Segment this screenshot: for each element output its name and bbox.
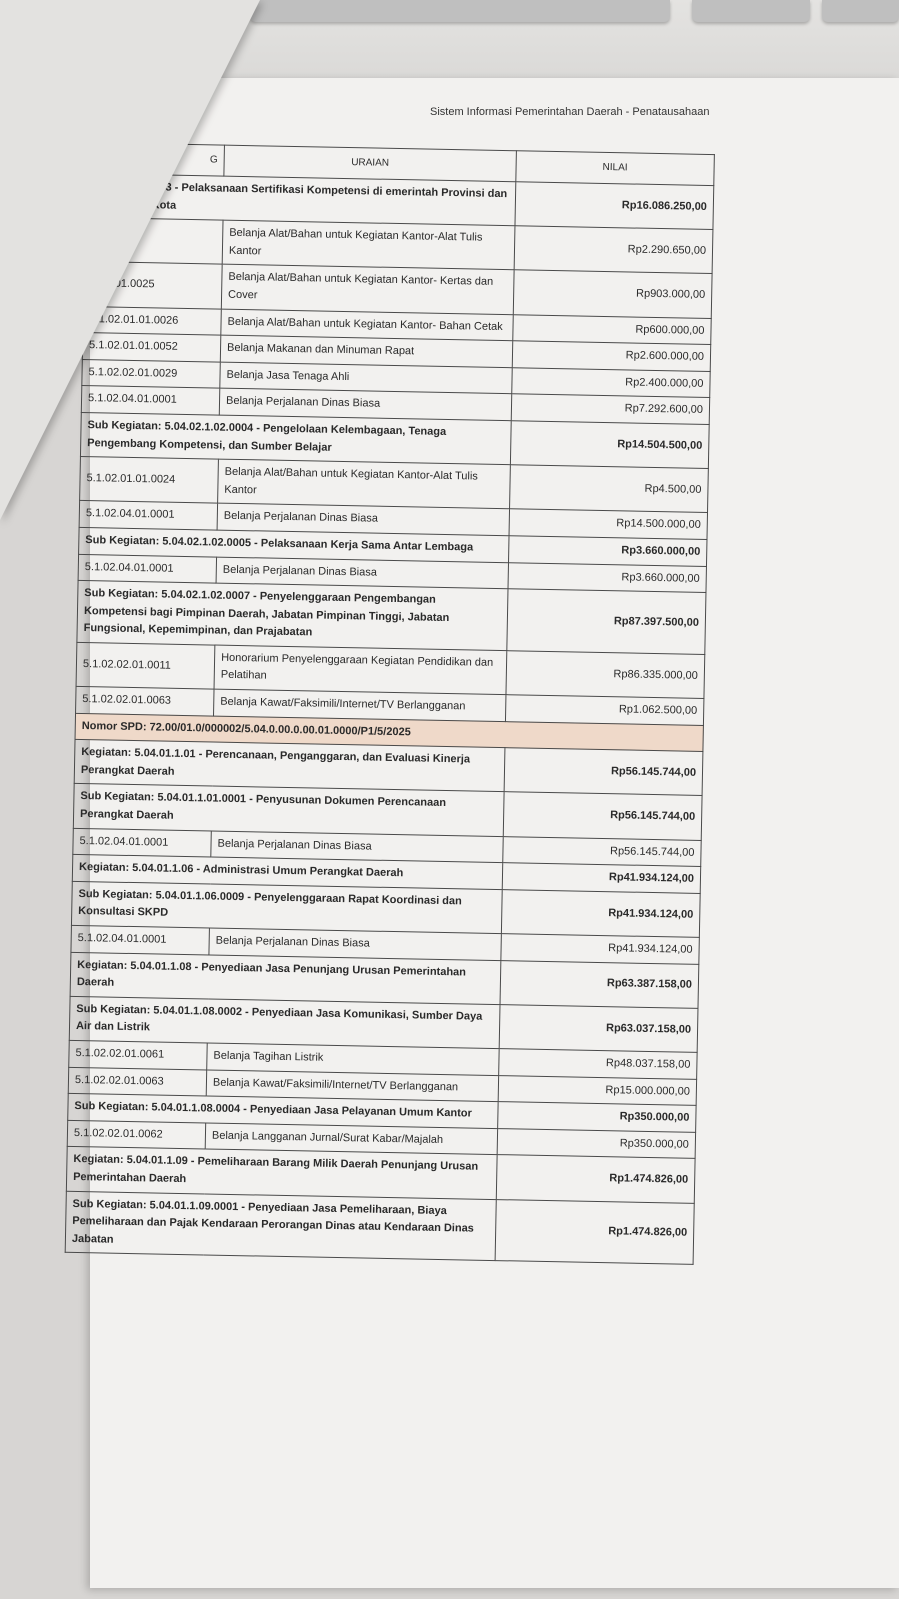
account-code: 5.1.02.04.01.0001	[78, 554, 216, 583]
item-description: Belanja Perjalanan Dinas Biasa	[216, 557, 508, 589]
item-value: Rp56.145.744,00	[503, 836, 701, 866]
group-description: Sub Kegiatan: 5.04.01.1.01.0001 - Penyusunan Dokumen Perencanaan Perangkat Daerah	[73, 784, 504, 836]
keyboard-key	[250, 0, 670, 22]
item-value: Rp2.600.000,00	[512, 341, 710, 371]
item-description: Belanja Alat/Bahan untuk Kegiatan Kantor-Alat Tulis Kantor	[218, 459, 511, 509]
group-value: Rp1.474.826,00	[495, 1199, 694, 1265]
group-description: Sub Kegiatan: 5.04.01.1.08.0002 - Penyediaan Jasa Komunikasi, Sumber Daya Air dan Listrik	[69, 996, 500, 1048]
item-description: Belanja Alat/Bahan untuk Kegiatan Kantor-Alat Tulis Kantor	[222, 220, 515, 270]
group-value: Rp1.474.826,00	[496, 1155, 695, 1203]
group-value: Rp14.504.500,00	[510, 421, 709, 469]
item-value: Rp903.000,00	[513, 270, 712, 318]
group-description: Sub Kegiatan: 5.04.01.1.08.0004 - Penyediaan Jasa Pelayanan Umum Kantor	[68, 1093, 498, 1128]
item-value: Rp350.000,00	[497, 1128, 695, 1158]
account-code: 5.1.02.01.01.0026	[83, 306, 221, 335]
item-value: Rp1.062.500,00	[505, 695, 703, 725]
group-description: Kegiatan: 5.04.01.1.06 - Administrasi Umum Perangkat Daerah	[72, 855, 502, 890]
item-description: Belanja Perjalanan Dinas Biasa	[219, 388, 511, 420]
header-uraian: URAIAN	[224, 145, 517, 182]
item-value: Rp15.000.000,00	[498, 1075, 696, 1105]
group-description: 04.02.1.02.0003 - Pelaksanaan Sertifikasi Kompetensi di emerintah Provinsi dan Kabupaten/Kota	[85, 174, 516, 226]
account-code: 5.1.02.04.01.0001	[81, 386, 219, 415]
group-value: Rp63.037.158,00	[499, 1004, 698, 1052]
group-value: Rp56.145.744,00	[504, 748, 703, 796]
account-code: 2.01.01.0025	[83, 262, 222, 309]
group-description: Sub Kegiatan: 5.04.01.1.09.0001 - Penyediaan Jasa Pemeliharaan, Biaya Pemeliharaan dan Pajak Kendaraan Perorangan Dinas atau Kendaraan Dinas Jabatan	[65, 1191, 496, 1261]
item-value: Rp3.660.000,00	[508, 562, 706, 592]
group-value: Rp16.086.250,00	[515, 182, 714, 230]
item-description: Belanja Perjalanan Dinas Biasa	[209, 928, 501, 960]
system-title: Sistem Informasi Pemerintahan Daerah - Penatausahaan	[430, 106, 710, 118]
account-code: 01.0024	[84, 218, 223, 265]
item-description: Belanja Langganan Jurnal/Surat Kabar/Majalah	[205, 1123, 497, 1155]
group-description: Kegiatan: 5.04.01.1.08 - Penyediaan Jasa Penunjang Urusan Pemerintahan Daerah	[70, 952, 501, 1004]
account-code: 5.1.02.02.01.0061	[69, 1040, 207, 1069]
group-value: Rp41.934.124,00	[501, 889, 700, 937]
group-description: Sub Kegiatan: 5.04.01.1.06.0009 - Penyelenggaraan Rapat Koordinasi dan Konsultasi SKPD	[71, 881, 502, 933]
group-value: Rp87.397.500,00	[507, 589, 706, 655]
item-value: Rp4.500,00	[510, 465, 709, 513]
item-value: Rp41.934.124,00	[501, 934, 699, 964]
item-description: Honorarium Penyelenggaraan Kegiatan Pendidikan dan Pelatihan	[214, 645, 507, 695]
group-description: Sub Kegiatan: 5.04.02.1.02.0005 - Pelaksanaan Kerja Sama Antar Lembaga	[79, 527, 509, 562]
item-description: Belanja Jasa Tenaga Ahli	[220, 362, 512, 394]
group-value: Rp63.387.158,00	[500, 960, 699, 1008]
account-code: 5.1.02.04.01.0001	[73, 828, 211, 857]
item-description: Belanja Alat/Bahan untuk Kegiatan Kantor- Kertas dan Cover	[221, 265, 514, 315]
group-description: Kegiatan: 5.04.01.1.01 - Perencanaan, Penganggaran, dan Evaluasi Kinerja Perangkat Daerah	[74, 740, 505, 792]
item-description: Belanja Kawat/Faksimili/Internet/TV Berlangganan	[214, 689, 506, 721]
account-code: 5.1.02.02.01.0029	[82, 359, 220, 388]
group-description: Sub Kegiatan: 5.04.02.1.02.0004 - Pengelolaan Kelembagaan, Tenaga Pengembang Kompetensi, dan Sumber Belajar	[80, 412, 511, 464]
account-code: 5.1.02.01.01.0024	[80, 457, 219, 504]
group-description: Sub Kegiatan: 5.04.02.1.02.0007 - Penyelenggaraan Pengembangan Kompetensi bagi Pimpinan Daerah, Jabatan Pimpinan Tinggi, Jabatan Fungsional, Kepemimpinan, dan Prajabatan	[77, 581, 508, 651]
header-nilai: NILAI	[516, 151, 715, 186]
item-value: Rp48.037.158,00	[499, 1049, 697, 1079]
account-code: 5.1.02.02.01.0011	[76, 642, 215, 689]
item-value: Rp2.290.650,00	[514, 226, 713, 274]
item-value: Rp2.400.000,00	[512, 367, 710, 397]
account-code: 5.1.02.02.01.0063	[76, 686, 214, 715]
keyboard-key	[692, 0, 810, 22]
item-description: Belanja Makanan dan Minuman Rapat	[220, 335, 512, 367]
group-description: Kegiatan: 5.04.01.1.09 - Pemeliharaan Barang Milik Daerah Penunjang Urusan Pemerintahan Daerah	[66, 1147, 497, 1199]
group-row	[65, 1191, 694, 1265]
item-description: Belanja Perjalanan Dinas Biasa	[217, 503, 509, 535]
group-value: Rp41.934.124,00	[502, 863, 700, 893]
header-code: G	[86, 143, 225, 177]
item-value: Rp86.335.000,00	[506, 651, 705, 699]
account-code: 5.1.02.02.01.0063	[68, 1067, 206, 1096]
account-code: 5.1.02.02.01.0062	[67, 1120, 205, 1149]
item-description: Belanja Kawat/Faksimili/Internet/TV Berlangganan	[206, 1070, 498, 1102]
keyboard-key	[822, 0, 899, 22]
account-code: 5.1.02.01.01.0052	[82, 333, 220, 362]
item-description: Belanja Tagihan Listrik	[207, 1043, 499, 1075]
item-value: Rp7.292.600,00	[511, 394, 709, 424]
item-description: Belanja Perjalanan Dinas Biasa	[211, 831, 503, 863]
group-value: Rp56.145.744,00	[503, 792, 702, 840]
account-code: 5.1.02.04.01.0001	[71, 925, 209, 954]
item-value: Rp600.000,00	[513, 314, 711, 344]
spd-number: Nomor SPD: 72.00/01.0/000002/5.04.0.00.0.00.01.0000/P1/5/2025	[75, 713, 703, 752]
group-value: Rp3.660.000,00	[509, 536, 707, 566]
item-value: Rp14.500.000,00	[509, 509, 707, 539]
group-value: Rp350.000,00	[498, 1102, 696, 1132]
item-description: Belanja Alat/Bahan untuk Kegiatan Kantor- Bahan Cetak	[221, 309, 513, 341]
page-curl	[0, 0, 260, 520]
account-code: 5.1.02.04.01.0001	[79, 501, 217, 530]
